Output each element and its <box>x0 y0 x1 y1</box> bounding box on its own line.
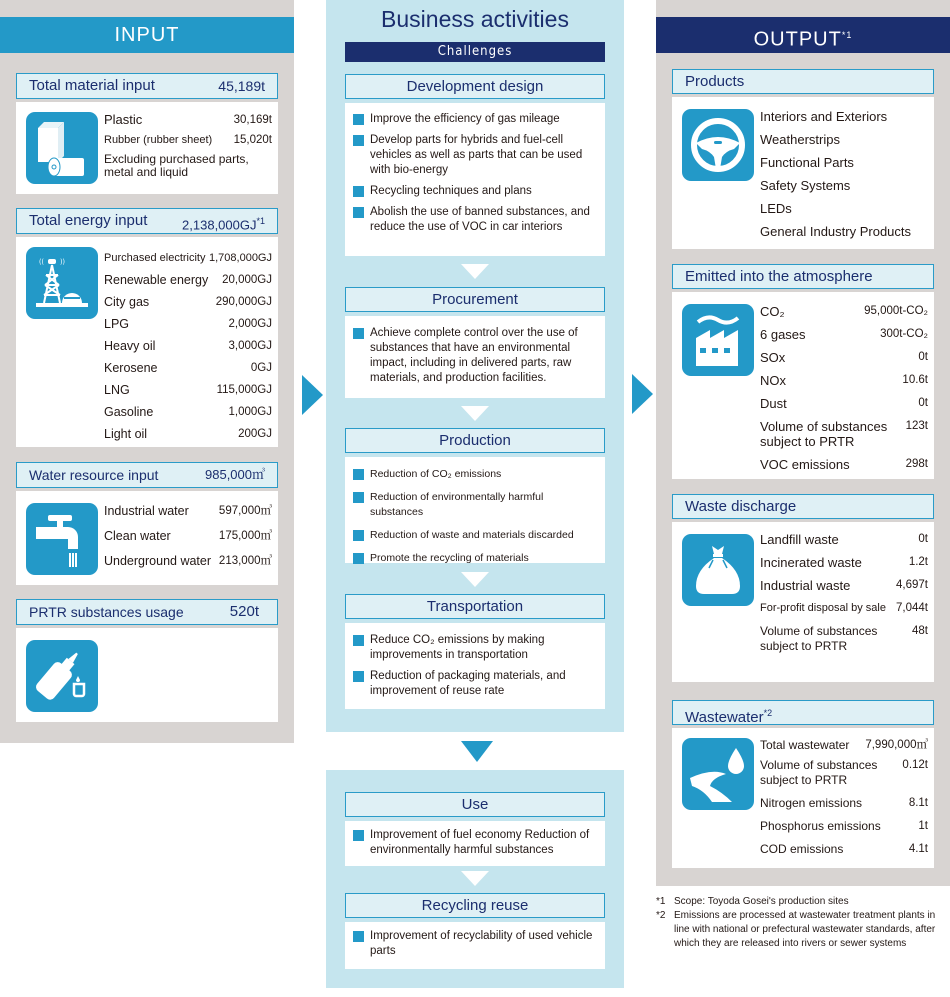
big-down-arrow-icon <box>461 741 493 762</box>
atmosphere-row <box>760 392 928 415</box>
energy-value-wrap <box>182 209 265 233</box>
row-label: SOx <box>760 350 786 365</box>
atmosphere-label: Emitted into the atmosphere <box>685 268 873 285</box>
row-value: 3,000GJ <box>228 340 272 352</box>
stage-recycling-reuse: Recycling reuse <box>345 893 605 918</box>
row-value: 1,708,000GJ <box>209 252 272 264</box>
challenge-item <box>353 490 597 520</box>
water-row <box>104 549 272 574</box>
water-header <box>16 462 278 488</box>
row-value: 2,000GJ <box>228 318 272 330</box>
challenge-item <box>353 633 597 663</box>
energy-value: 2,138,000GJ <box>182 217 257 233</box>
bullet-square-icon <box>353 830 364 841</box>
wastewater-row <box>760 734 928 757</box>
output-panel <box>656 0 950 886</box>
input-panel <box>0 0 294 743</box>
bullet-square-icon <box>353 469 364 480</box>
challenge-text: Reduction of environmentally harmful substances <box>370 491 544 518</box>
challenge-item <box>353 133 597 178</box>
challenge-item <box>353 467 597 482</box>
wastewater-label: Wastewater <box>685 709 764 726</box>
wastewater-row <box>760 792 928 815</box>
challenge-text: Achieve complete control over the use of substances that have an environmental impact, including in delivered parts, raw materials, and production facilities. <box>370 327 578 384</box>
garbage-bag-icon <box>682 534 754 606</box>
material-body <box>16 102 278 194</box>
footnote <box>656 895 950 909</box>
water-value: 985,000㎥ <box>205 467 265 482</box>
row-value: 175,000㎥ <box>218 530 272 542</box>
business-panel-lower <box>326 770 624 988</box>
row-value: 30,169t <box>233 114 272 126</box>
row-label: LPG <box>104 317 130 331</box>
waste-row <box>760 551 928 574</box>
row-label: Kerosene <box>104 361 158 375</box>
arrow-right-icon <box>302 375 323 415</box>
river-drop-icon <box>682 738 754 810</box>
output-footnote-ref: *1 <box>841 30 853 40</box>
atmosphere-row <box>760 453 928 476</box>
bullet-square-icon <box>353 553 364 564</box>
energy-list <box>104 247 272 445</box>
row-label: Clean water <box>104 529 171 543</box>
challenge-text: Recycling techniques and plans <box>370 185 532 197</box>
row-value: 1t <box>918 820 928 832</box>
stage-production: Production <box>345 428 605 453</box>
material-list <box>104 110 272 179</box>
challenge-text: Improvement of recyclability of used vehicle parts <box>370 930 593 957</box>
atmosphere-header <box>672 264 934 289</box>
stage-body <box>345 821 605 866</box>
row-value: 48t <box>912 625 928 637</box>
row-label: Industrial water <box>104 504 189 518</box>
stage-transportation: Transportation <box>345 594 605 619</box>
stage-body <box>345 922 605 969</box>
row-value: 7,044t <box>896 602 928 614</box>
row-label: Incinerated waste <box>760 555 862 570</box>
stage-body <box>345 103 605 256</box>
waste-label: Waste discharge <box>685 498 797 515</box>
energy-row <box>104 357 272 379</box>
challenge-item <box>353 551 597 566</box>
row-value: 7,990,000㎥ <box>865 739 928 751</box>
row-value: 298t <box>905 458 928 470</box>
down-arrow-icon <box>461 264 489 279</box>
atmosphere-row <box>760 369 928 392</box>
water-row <box>104 499 272 524</box>
challenge-item <box>353 205 597 235</box>
row-label: Gasoline <box>104 405 154 419</box>
wastewater-row <box>760 757 928 792</box>
row-label: City gas <box>104 295 150 309</box>
water-row <box>104 524 272 549</box>
challenge-text: Abolish the use of banned substances, and reduce the use of VOC in car interiors <box>370 206 590 233</box>
material-row <box>104 110 272 130</box>
atmosphere-row <box>760 323 928 346</box>
energy-row <box>104 423 272 445</box>
down-arrow-icon <box>461 871 489 886</box>
row-label: LNG <box>104 383 130 397</box>
products-list <box>760 105 930 243</box>
steering-wheel-icon <box>682 109 754 181</box>
material-header <box>16 73 278 99</box>
row-label: Volume of substances subject to PRTR <box>760 419 888 449</box>
output-title: OUTPUT <box>753 28 842 51</box>
row-label: NOx <box>760 373 786 388</box>
arrow-right-icon <box>632 374 653 414</box>
waste-header <box>672 494 934 519</box>
row-value: 4,697t <box>896 579 928 591</box>
row-value: 20,000GJ <box>222 274 272 286</box>
products-body <box>672 97 934 249</box>
waste-row <box>760 620 928 654</box>
challenge-text: Reduction of waste and materials discarded <box>370 529 574 541</box>
row-value: 0GJ <box>250 362 272 374</box>
bullet-square-icon <box>353 530 364 541</box>
challenges-bar: Challenges <box>345 42 605 62</box>
row-label: Renewable energy <box>104 273 209 287</box>
row-label: Heavy oil <box>104 339 156 353</box>
row-value: 0t <box>918 351 928 363</box>
material-roll-icon <box>26 112 98 184</box>
wastewater-footnote-ref: *2 <box>763 708 773 718</box>
challenge-text: Promote the recycling of materials <box>370 552 529 564</box>
footnote-text: Emissions are processed at wastewater treatment plants in line with national or prefectural wastewater standards, after which they are released into rivers or sewer systems <box>674 910 936 949</box>
product-item: Weatherstrips <box>760 132 840 147</box>
prtr-body <box>16 628 278 722</box>
wastewater-row <box>760 838 928 861</box>
bullet-square-icon <box>353 135 364 146</box>
row-label: Total wastewater <box>760 738 850 752</box>
challenge-text: Develop parts for hybrids and fuel-cell vehicles as well as parts that can be used with bio-energy <box>370 134 583 176</box>
row-value: 597,000㎥ <box>218 505 272 517</box>
waste-row <box>760 597 928 620</box>
challenge-item <box>353 528 597 543</box>
row-label: COD emissions <box>760 842 844 856</box>
energy-row <box>104 401 272 423</box>
row-value: 213,000㎥ <box>218 555 272 567</box>
wastewater-body <box>672 728 934 868</box>
stage-body <box>345 457 605 563</box>
challenge-item <box>353 929 597 959</box>
material-label: Total material input <box>29 77 155 94</box>
atmosphere-row <box>760 300 928 323</box>
bullet-square-icon <box>353 328 364 339</box>
products-label: Products <box>685 73 745 90</box>
bullet-square-icon <box>353 931 364 942</box>
challenge-text: Improve the efficiency of gas mileage <box>370 113 560 125</box>
row-value: 300t-CO₂ <box>880 328 928 340</box>
row-label: Volume of substances subject to PRTR <box>760 624 878 653</box>
row-label: For-profit disposal by sale <box>760 602 886 614</box>
row-value: 115,000GJ <box>216 384 272 396</box>
material-value: 45,189t <box>218 78 265 94</box>
row-label: Light oil <box>104 427 148 441</box>
atmosphere-row <box>760 346 928 369</box>
energy-row <box>104 269 272 291</box>
waste-body <box>672 522 934 682</box>
water-label: Water resource input <box>29 467 159 483</box>
row-value: 0t <box>918 397 928 409</box>
energy-body <box>16 237 278 447</box>
down-arrow-icon <box>461 406 489 421</box>
water-body <box>16 491 278 585</box>
energy-footnote-ref: *1 <box>256 216 265 226</box>
products-header <box>672 69 934 94</box>
row-label: Nitrogen emissions <box>760 796 863 810</box>
challenge-text: Improvement of fuel economy Reduction of environmentally harmful substances <box>370 829 590 856</box>
challenge-item <box>353 184 597 199</box>
energy-tower-icon <box>26 247 98 319</box>
row-label: Underground water <box>104 554 212 568</box>
water-list <box>104 499 272 574</box>
row-value: 123t <box>905 420 928 432</box>
waste-row <box>760 528 928 551</box>
product-item: Safety Systems <box>760 178 851 193</box>
energy-header <box>16 208 278 234</box>
product-item: Functional Parts <box>760 155 854 170</box>
challenge-text: Reduction of CO₂ emissions <box>370 468 502 480</box>
row-label: Industrial waste <box>760 578 851 593</box>
stage-body <box>345 623 605 709</box>
challenge-text: Reduction of packaging materials, and improvement of reuse rate <box>370 670 566 697</box>
down-arrow-icon <box>461 572 489 587</box>
bullet-square-icon <box>353 186 364 197</box>
challenge-item <box>353 112 597 127</box>
row-value: 95,000t-CO₂ <box>864 305 928 317</box>
row-label: Purchased electricity <box>104 252 206 264</box>
row-label: Landfill waste <box>760 532 839 547</box>
material-row <box>104 130 272 150</box>
row-value: 290,000GJ <box>215 296 272 308</box>
atmosphere-body <box>672 292 934 479</box>
business-panel <box>326 0 624 732</box>
waste-row <box>760 574 928 597</box>
bullet-square-icon <box>353 492 364 503</box>
bullet-square-icon <box>353 635 364 646</box>
prtr-value: 520t <box>229 603 259 620</box>
stage-procurement: Procurement <box>345 287 605 312</box>
product-item: LEDs <box>760 201 792 216</box>
row-label: Volume of substances subject to PRTR <box>760 758 878 787</box>
product-item: General Industry Products <box>760 224 912 239</box>
row-value: 4.1t <box>908 843 928 855</box>
factory-icon <box>682 304 754 376</box>
row-value: 15,020t <box>233 134 272 146</box>
energy-row <box>104 247 272 269</box>
bullet-square-icon <box>353 114 364 125</box>
energy-row <box>104 379 272 401</box>
challenge-item <box>353 326 597 386</box>
row-label: 6 gases <box>760 327 806 342</box>
wastewater-header <box>672 700 934 725</box>
input-title: INPUT <box>0 17 294 53</box>
output-title-bar <box>656 17 950 53</box>
row-label: VOC emissions <box>760 457 850 472</box>
bullet-square-icon <box>353 671 364 682</box>
energy-row <box>104 291 272 313</box>
row-label: CO₂ <box>760 304 785 319</box>
row-label: Phosphorus emissions <box>760 819 881 833</box>
wastewater-row <box>760 815 928 838</box>
energy-label: Total energy input <box>29 212 148 229</box>
row-value: 0t <box>918 533 928 545</box>
challenge-item <box>353 828 597 858</box>
wastewater-list <box>760 734 928 861</box>
chemical-bottle-icon <box>26 640 98 712</box>
prtr-header <box>16 599 278 625</box>
stage-body <box>345 316 605 398</box>
row-label: Plastic <box>104 112 143 127</box>
row-value: 10.6t <box>902 374 928 386</box>
footnote <box>656 909 950 951</box>
stage-use: Use <box>345 792 605 817</box>
material-note: Excluding purchased parts, metal and liquid <box>104 152 249 179</box>
atmosphere-list <box>760 300 928 476</box>
product-item: Interiors and Exteriors <box>760 109 888 124</box>
row-value: 200GJ <box>238 428 272 440</box>
row-value: 1.2t <box>908 556 928 568</box>
challenge-item <box>353 669 597 699</box>
svg-text:)): )) <box>60 258 65 266</box>
challenge-text: Reduce CO₂ emissions by making improvements in transportation <box>370 634 545 661</box>
footnote-mark: *1 <box>656 896 666 907</box>
row-label: Dust <box>760 396 787 411</box>
business-title: Business activities <box>381 6 569 32</box>
prtr-label: PRTR substances usage <box>29 604 184 620</box>
row-label: Rubber (rubber sheet) <box>104 134 213 146</box>
waste-list <box>760 528 928 654</box>
row-value: 0.12t <box>902 759 928 771</box>
stage-development-design: Development design <box>345 74 605 99</box>
bullet-square-icon <box>353 207 364 218</box>
row-value: 8.1t <box>908 797 928 809</box>
footnote-mark: *2 <box>656 910 666 921</box>
svg-text:((: (( <box>39 258 44 266</box>
footnote-text: Scope: Toyoda Gosei's production sites <box>674 896 849 907</box>
footnotes <box>656 895 950 951</box>
energy-row <box>104 335 272 357</box>
atmosphere-row <box>760 415 928 453</box>
row-value: 1,000GJ <box>228 406 272 418</box>
faucet-icon <box>26 503 98 575</box>
energy-row <box>104 313 272 335</box>
